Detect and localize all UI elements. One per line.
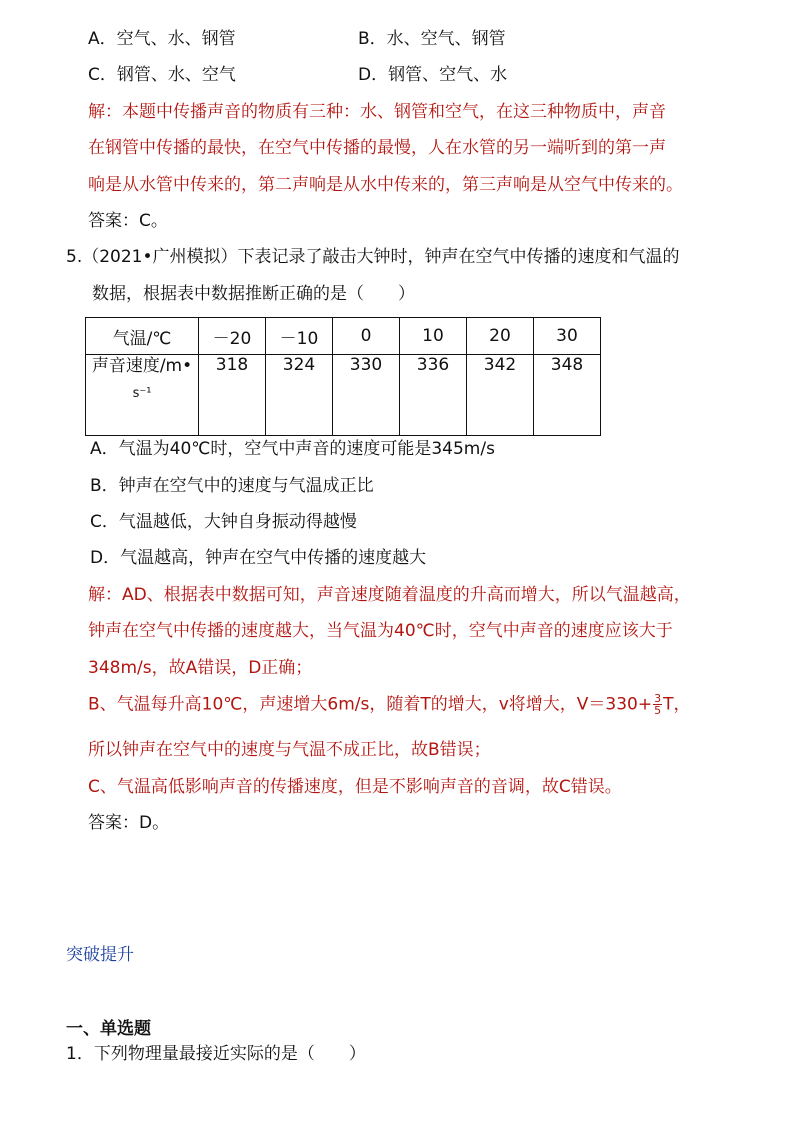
q5-solution-line6: C、气温高低影响声音的传播速度，但是不影响声音的音调，故C错误。 bbox=[88, 777, 622, 797]
q4-option-d: D．钢管、空气、水 bbox=[358, 65, 508, 85]
q5-option-d: D．气温越高，钟声在空气中传播的速度越大 bbox=[90, 548, 427, 568]
table-cell-speed: 336 bbox=[400, 355, 467, 436]
table-cell-speed: 318 bbox=[199, 355, 266, 436]
q5-stem-line2: 数据，根据表中数据推断正确的是（ ） bbox=[92, 284, 415, 304]
speed-temperature-table bbox=[85, 317, 601, 436]
speed-label-line2: s⁻¹ bbox=[132, 386, 152, 401]
q5-answer: 答案：D。 bbox=[88, 813, 170, 833]
formula-suffix: T， bbox=[663, 694, 691, 715]
section-title: 突破提升 bbox=[66, 945, 134, 965]
table-cell-temp: 10 bbox=[400, 318, 467, 355]
table-cell-speed: 342 bbox=[467, 355, 534, 436]
q5-solution-line4 bbox=[88, 693, 691, 716]
q5-option-a: A．气温为40℃时，空气中声音的速度可能是345m/s bbox=[90, 439, 495, 459]
q4-option-b: B．水、空气、钢管 bbox=[358, 29, 506, 49]
speed-label-line1: 声音速度/m• bbox=[91, 356, 193, 376]
q5-solution-line5: 所以钟声在空气中的速度与气温不成正比，故B错误； bbox=[88, 740, 491, 760]
q4-option-a: A．空气、水、钢管 bbox=[88, 29, 236, 49]
table-cell-temp: －10 bbox=[266, 318, 333, 355]
q5-solution-line2: 钟声在空气中传播的速度越大，当气温为40℃时，空气中声音的速度应该大于 bbox=[88, 621, 673, 641]
fraction-denominator: 5 bbox=[654, 704, 662, 717]
table-cell-temp: －20 bbox=[199, 318, 266, 355]
table-header-temperature: 气温/℃ bbox=[86, 318, 199, 355]
q4-solution-line: 响是从水管中传来的，第二声响是从水中传来的，第三声响是从空气中传来的。 bbox=[88, 175, 683, 195]
q5-option-c: C．气温越低，大钟自身振动得越慢 bbox=[90, 512, 357, 532]
q4-option-c: C．钢管、水、空气 bbox=[88, 65, 236, 85]
q4-solution-line: 在钢管中传播的最快，在空气中传播的最慢，人在水管的另一端听到的第一声 bbox=[88, 138, 666, 158]
fraction-numerator: 3 bbox=[654, 692, 662, 705]
table-cell-temp: 0 bbox=[333, 318, 400, 355]
table-row-temperature bbox=[86, 318, 601, 355]
table-header-speed bbox=[86, 355, 199, 436]
table-row-speed bbox=[86, 355, 601, 436]
q5-option-b: B．钟声在空气中的速度与气温成正比 bbox=[90, 476, 374, 496]
formula-text: B、气温每升高10℃，声速增大6m/s，随着T的增大，v将增大，V＝330+ bbox=[88, 694, 653, 715]
table-cell-speed: 330 bbox=[333, 355, 400, 436]
q5-solution-line1: 解：AD、根据表中数据可知，声音速度随着温度的升高而增大，所以气温越高， bbox=[88, 585, 691, 605]
q5-solution-line3: 348m/s，故A错误，D正确； bbox=[88, 658, 313, 678]
table-cell-temp: 20 bbox=[467, 318, 534, 355]
part-heading: 一、单选题 bbox=[66, 1019, 151, 1039]
table-cell-speed: 348 bbox=[534, 355, 601, 436]
table-cell-speed: 324 bbox=[266, 355, 333, 436]
q5-stem-line1: 5.（2021•广州模拟）下表记录了敲击大钟时，钟声在空气中传播的速度和气温的 bbox=[66, 247, 680, 267]
q1-stem: 1．下列物理量最接近实际的是（ ） bbox=[66, 1044, 366, 1064]
fraction bbox=[653, 693, 662, 716]
q4-solution-line: 解：本题中传播声音的物质有三种：水、钢管和空气，在这三种物质中，声音 bbox=[88, 102, 666, 122]
table-cell-temp: 30 bbox=[534, 318, 601, 355]
q4-answer: 答案：C。 bbox=[88, 211, 168, 231]
